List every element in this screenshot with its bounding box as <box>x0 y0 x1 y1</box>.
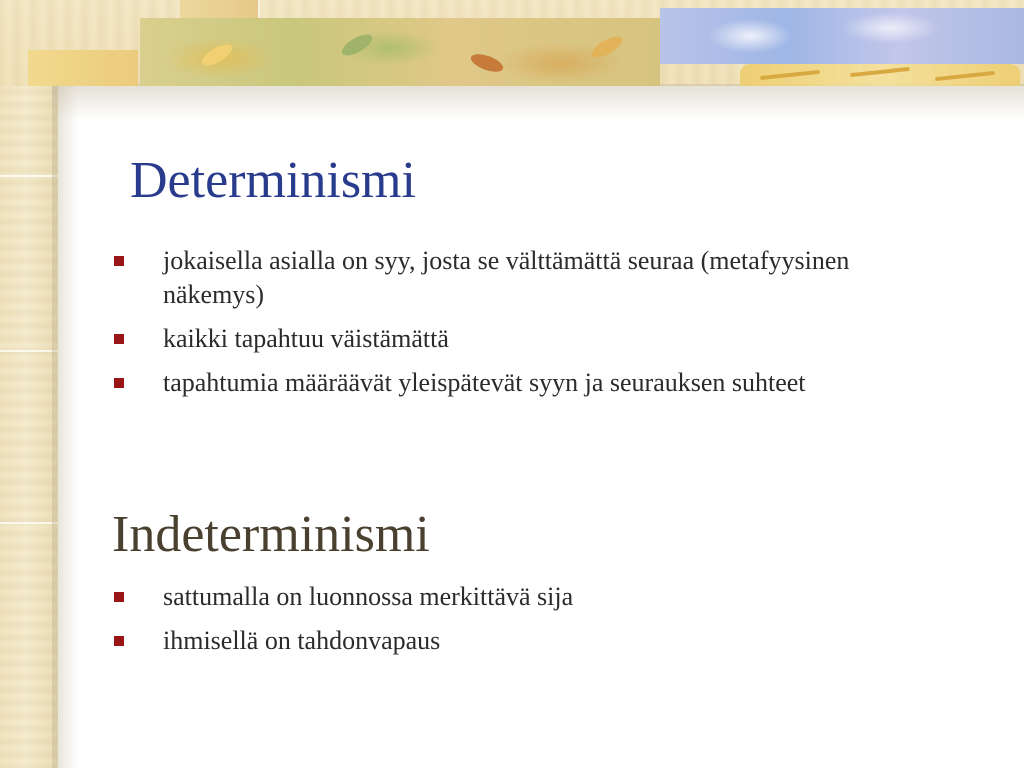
section-title-determinismi: Determinismi <box>130 152 416 209</box>
leaves-photo-strip <box>140 18 660 86</box>
leaf-icon <box>469 51 506 76</box>
border-seam <box>0 175 58 177</box>
wheat-blade <box>935 71 995 81</box>
leaf-icon <box>589 32 625 61</box>
banner-shadow <box>52 84 1024 120</box>
parchment-left-border <box>0 0 58 768</box>
square-bullet-icon <box>114 636 124 646</box>
bullet-item <box>110 322 890 356</box>
bullet-item <box>110 580 890 614</box>
bullet-text: sattumalla on luonnossa merkittävä sija <box>163 582 574 611</box>
border-shadow <box>52 60 78 768</box>
bullet-text: tapahtumia määräävät yleispätevät syyn ja seurauksen suhteet <box>163 368 806 397</box>
square-bullet-icon <box>114 256 124 266</box>
leaf-icon <box>199 40 235 69</box>
sky-photo-strip <box>660 8 1024 64</box>
decorative-tile-gold <box>28 50 138 86</box>
bullet-item <box>110 624 890 658</box>
bullet-text: kaikki tapahtuu väistämättä <box>163 324 449 353</box>
bullet-text: jokaisella asialla on syy, josta se välttämättä seuraa (metafyysinen näkemys) <box>163 246 850 309</box>
bullet-item <box>110 244 890 312</box>
wheat-blade <box>850 67 910 77</box>
bullet-list-indeterminismi <box>110 580 890 668</box>
wheat-blade <box>760 70 820 80</box>
bullet-item <box>110 366 890 400</box>
leaf-icon <box>339 30 375 59</box>
border-seam <box>0 350 58 352</box>
square-bullet-icon <box>114 378 124 388</box>
square-bullet-icon <box>114 592 124 602</box>
bullet-text: ihmisellä on tahdonvapaus <box>163 626 441 655</box>
wheat-photo-strip <box>740 64 1020 86</box>
square-bullet-icon <box>114 334 124 344</box>
border-seam <box>0 522 58 524</box>
bullet-list-determinismi <box>110 244 890 410</box>
section-title-indeterminismi: Indeterminismi <box>112 506 430 563</box>
